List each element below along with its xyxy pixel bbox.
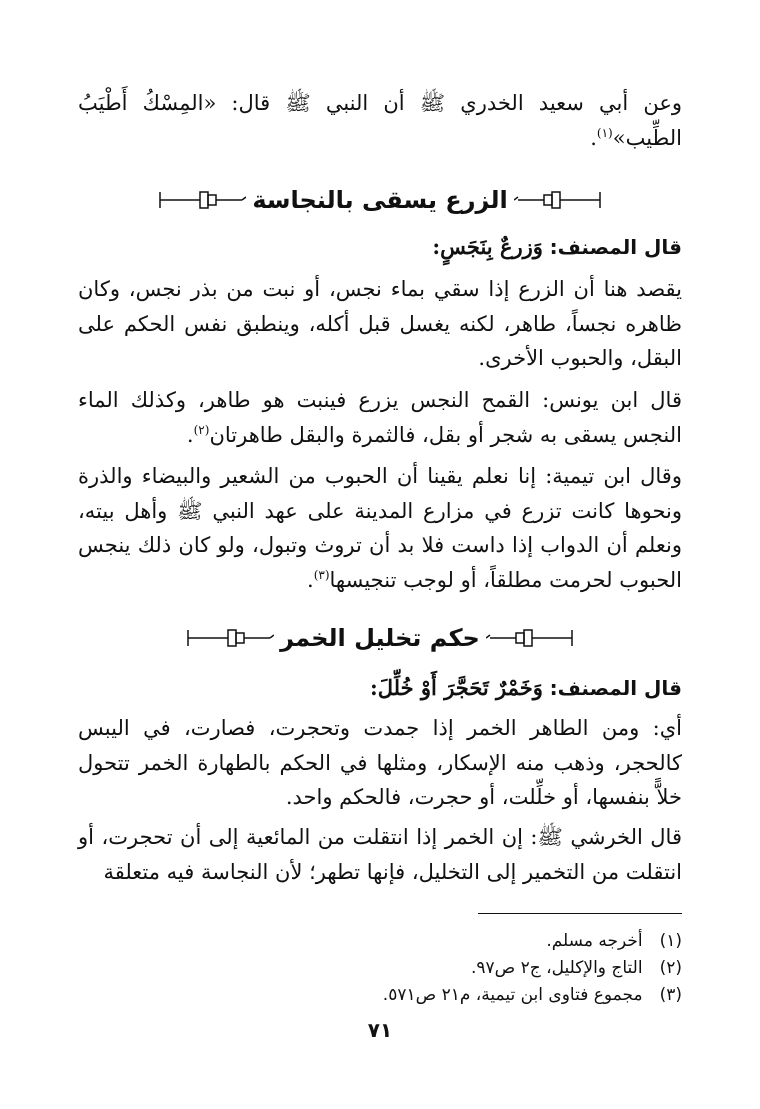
section-heading-1: [0, 180, 760, 220]
heading-ornament-left-icon: [184, 627, 274, 649]
section-heading-2: [0, 618, 760, 658]
footnote-number: (٣): [659, 985, 682, 1005]
heading-ornament-left-icon: [156, 189, 246, 211]
page-number: ٧١: [367, 1018, 393, 1042]
footnote-text: أخرجه مسلم.: [546, 931, 643, 951]
section1-paragraph-2: قال ابن يونس: القمح النجس يزرع فينبت هو طاهر، وكذلك الماء النجس يسقى به شجر أو بقل، فالثمرة والبقل طاهرتان$^{(٢)}$.: [78, 388, 682, 447]
footnote-ref-2[interactable]: (٢): [193, 422, 210, 437]
intro-end: .: [590, 125, 597, 150]
section-title-1: الزرع يسقى بالنجاسة: [252, 186, 508, 214]
footnote-number: (١): [659, 931, 682, 951]
heading-ornament-right-icon: [486, 627, 576, 649]
section-title-2: حكم تخليل الخمر: [280, 624, 480, 652]
section2-paragraph-2: قال الخرشي ﷺ: إن الخمر إذا انتقلت من المائعية إلى أن تحجرت، أو انتقلت من التخمير إلى التخليل، فإنها تطهر؛ لأن النجاسة فيه متعلقة: [78, 825, 682, 884]
author-label-2: قال المصنف:: [549, 676, 682, 700]
footnote-text: مجموع فتاوى ابن تيمية، م٢١ ص٥٧١.: [382, 985, 643, 1005]
footnote-number: (٢): [659, 958, 682, 978]
footnote-1: [120, 928, 682, 954]
author-label-1: قال المصنف:: [549, 235, 682, 259]
footnote-text: التاج والإكليل، ج٢ ص٩٧.: [471, 958, 643, 978]
author-text-2: وَخَمْرٌ تَحَجَّرَ أَوْ خُلِّلَ:: [370, 675, 543, 700]
footnote-ref-3[interactable]: (٣): [313, 567, 330, 582]
section1-paragraph-2-text: قال ابن يونس: القمح النجس يزرع فينبت هو طاهر، وكذلك الماء النجس يسقى به شجر أو بقل، فالثمرة والبقل طاهرتان: [78, 388, 682, 447]
section2-paragraph-1: أي: ومن الطاهر الخمر إذا جمدت وتحجرت، فصارت، في اليبس كالحجر، وذهب منه الإسكار، ومثلها في الحكم بالطهارة الخمر تتحول خلاًّ بنفسها، أو خلِّلت، أو حجرت، فالحكم واحد.: [78, 716, 682, 809]
section1-paragraph-3: وقال ابن تيمية: إنا نعلم يقينا أن الحبوب من الشعير والبيضاء والذرة ونحوها كانت تزرع في مزارع المدينة على عهد النبي ﷺ وأهل بيته، ونعلم أن الدواب إذا داست فلا بد أن تروث وتبول، ولو كان ذلك ينجس الحبوب لحرمت مطلقاً، أو لوجب تنجيسها$^{(٣)}$.: [78, 464, 682, 592]
intro-paragraph: [78, 86, 682, 155]
section1-paragraph-3-text: وقال ابن تيمية: إنا نعلم يقينا أن الحبوب من الشعير والبيضاء والذرة ونحوها كانت تزرع في مزارع المدينة على عهد النبي ﷺ وأهل بيته، ونعلم أن الدواب إذا داست فلا بد أن تروث وتبول، ولو كان ذلك ينجس الحبوب لحرمت مطلقاً، أو لوجب تنجيسها: [78, 464, 682, 592]
author-quote-1: [78, 230, 682, 265]
intro-text: وعن أبي سعيد الخدري ﷺ أن النبي ﷺ قال: «المِسْكُ أَطْيَبُ الطِّيب»: [78, 91, 682, 150]
heading-ornament-right-icon: [514, 189, 604, 211]
author-quote-2: [78, 671, 682, 706]
author-text-1: وَزرعٌ بِنَجَسٍ:: [432, 234, 543, 259]
footnote-divider: [478, 913, 682, 914]
section1-paragraph-1: يقصد هنا أن الزرع إذا سقي بماء نجس، أو نبت من بذر نجس، وكان ظاهره نجساً، طاهر، لكنه يغسل قبل أكله، وينطبق نفس الحكم على البقل، والحبوب الأخرى.: [78, 277, 682, 370]
footnote-3: [120, 982, 682, 1008]
footnote-2: [120, 955, 682, 981]
footnote-ref-1[interactable]: (١): [596, 125, 613, 140]
